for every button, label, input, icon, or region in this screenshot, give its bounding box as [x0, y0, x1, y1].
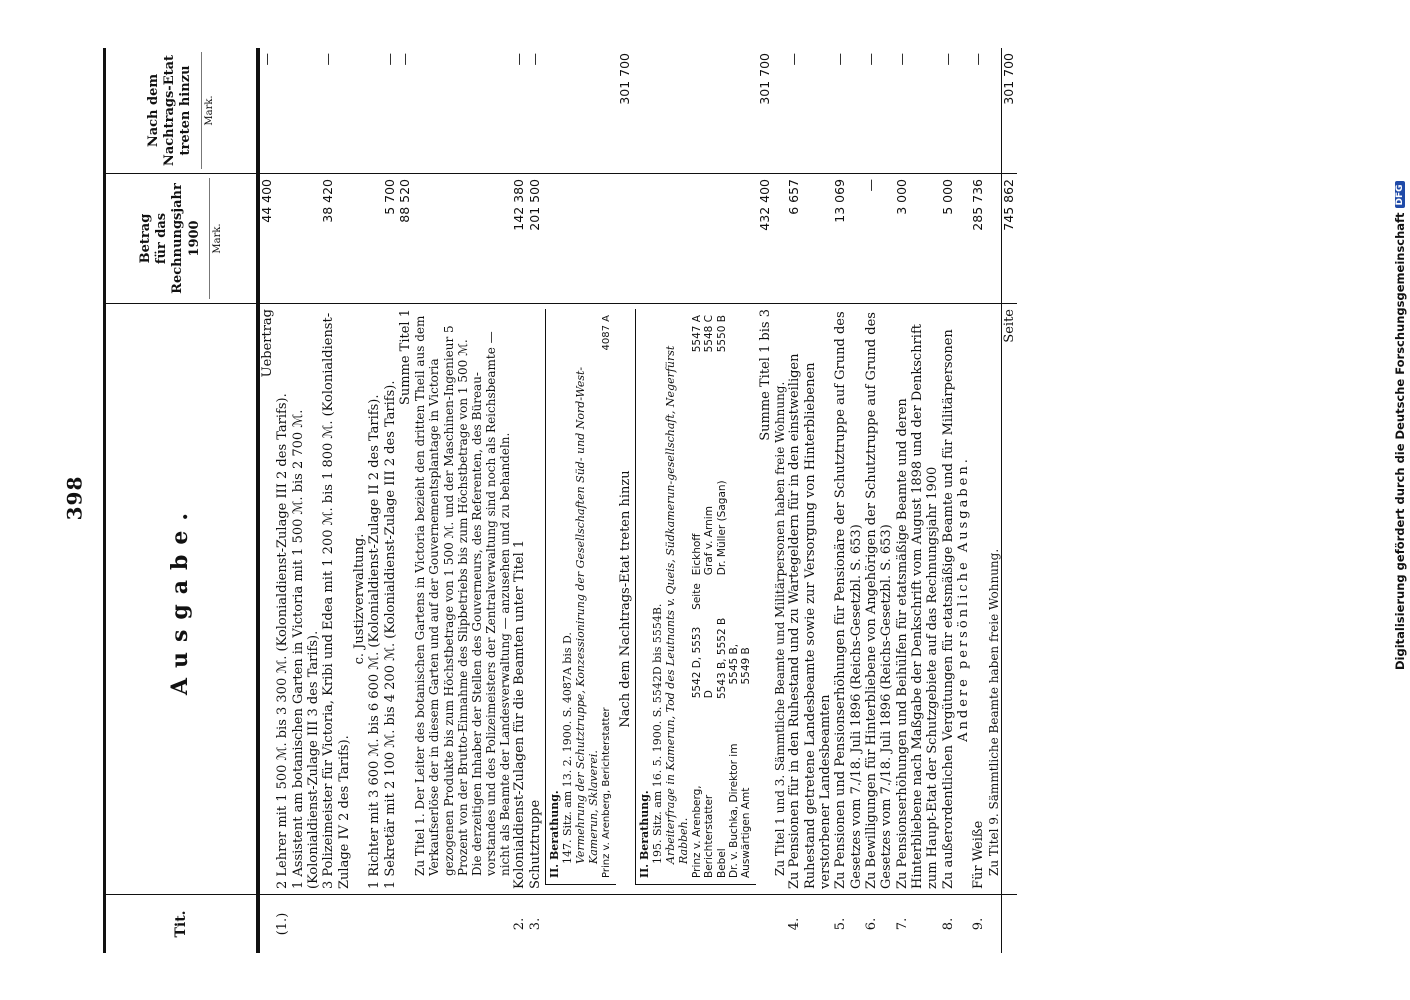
row-tit — [352, 895, 367, 953]
speaker-page: 5542 D, 5553 D — [690, 626, 716, 699]
ledger-row — [864, 48, 895, 953]
ledger-row — [260, 48, 275, 953]
nachtrag-amount — [618, 173, 633, 303]
speaker-entry — [703, 315, 715, 575]
header-amount — [106, 173, 258, 303]
box2-session: 195. Sitz. am 16. 5. 1900. S. 5542D bis 5554B. — [651, 603, 664, 864]
nachtrag-tit — [618, 895, 633, 953]
box1-session: 147. Sitz. am 13. 2. 1900. S. 4087A bis D. — [561, 632, 574, 864]
header-amount-unit: Mark. — [209, 178, 225, 299]
digitization-note — [1390, 184, 1410, 670]
row-supplement — [470, 48, 512, 173]
row-supplement — [773, 48, 787, 173]
speaker-entry — [691, 315, 703, 575]
row-amount: 142 380 — [512, 173, 527, 303]
row-text: Summe Titel 1 bis 3 — [758, 303, 773, 895]
row-supplement: — — [832, 53, 848, 66]
row-tit — [291, 895, 322, 953]
berathung-box-2 — [635, 309, 756, 885]
row-text: Andere persönliche Ausgaben. — [956, 303, 971, 895]
nachtrag-text: Nach dem Nachtrags-Etat treten hinzu — [618, 303, 633, 895]
speaker-page: 5547 A — [690, 315, 703, 353]
ledger-row — [470, 48, 512, 953]
ledger-rows-top — [260, 48, 543, 953]
row-tit: 4. — [787, 917, 803, 931]
digitization-note-text: Digitalisierung gefördert durch die Deutsche Forschungsgemeinschaft — [1393, 212, 1407, 670]
row-supplement — [291, 48, 322, 173]
nachtrag-supp: 301 700 — [616, 53, 632, 105]
row-tit — [773, 895, 787, 953]
row-text: Für Weiße — [971, 303, 986, 895]
speaker-name: Prinz v. Arenberg, Berichterstatter — [690, 785, 716, 878]
header-supp-unit: Mark. — [201, 52, 217, 169]
row-tit — [413, 895, 470, 953]
row-text: 1 Assistent am botanischen Garten in Victoria mit 1 500 ℳ. bis 2 700 ℳ. (Kolonialdienst-Zulage III 3 des Tarifs). — [291, 303, 322, 895]
header-amount-line3: Rechnungsjahr — [170, 183, 186, 294]
row-tit: (1.) — [275, 912, 291, 936]
row-text: 1 Sekretär mit 2 100 ℳ. bis 4 200 ℳ. (Kolonialdienst-Zulage III 2 des Tarifs). — [383, 303, 398, 895]
row-supplement: — — [259, 53, 274, 66]
row-tit — [758, 895, 773, 953]
row-amount — [987, 173, 1001, 303]
header-supp-line2: Nachtrags-Etat — [162, 54, 178, 167]
row-tit — [260, 895, 275, 953]
row-tit — [1002, 895, 1017, 953]
row-amount — [367, 173, 382, 303]
ledger-rows-bottom — [758, 48, 1017, 953]
row-text: Zu Pensionen und Pensionserhöhungen für Pensionäre der Schutztruppe auf Grund des Gesetzes vom 7./18. Juli 1896 (Reichs-Gesetzbl. S. 653) — [833, 303, 864, 895]
row-text: Zu Pensionserhöhungen und Beihülfen für etatsmäßige Beamte und deren Hinterbliebene nach Maßgabe der Denkschrift vom August 1898 und der Denkschrift zum Haupt-Etat der Schutzgebiete auf das Rechnungsjahr 1900 — [895, 303, 941, 895]
speaker-page: 5543 B, 5552 B — [715, 617, 728, 700]
speaker-entry — [716, 618, 728, 878]
row-supplement: — — [396, 53, 412, 66]
row-text: Zu Titel 9. Sämmtliche Beamte haben freie Wohnung. — [987, 303, 1001, 895]
row-amount — [956, 173, 971, 303]
row-supplement: — — [526, 53, 542, 66]
header-supp-line1: Nach dem — [145, 73, 161, 148]
row-tit: 8. — [940, 917, 956, 931]
header-title-cell — [106, 303, 258, 895]
box2-cell — [633, 303, 758, 895]
dfg-logo-icon: DFG — [1395, 181, 1405, 208]
ledger-row — [291, 48, 322, 953]
ledger-row — [321, 48, 352, 953]
row-supplement: — — [786, 53, 802, 66]
row-amount: 201 500 — [528, 173, 543, 303]
row-tit: 9. — [971, 917, 987, 931]
speaker-name: Bebel — [715, 848, 728, 878]
header-amount-line4: 1900 — [186, 220, 202, 257]
row-text: Zu Titel 1 und 3. Sämmtliche Beamte und Militärpersonen haben freie Wohnung. — [773, 303, 787, 895]
box2-right-speakers — [691, 315, 753, 575]
box1-supp — [543, 48, 618, 173]
ledger-row — [833, 48, 864, 953]
row-tit — [321, 895, 352, 953]
ledger-row — [956, 48, 971, 953]
row-tit — [398, 895, 413, 953]
row-supplement: — — [970, 53, 986, 66]
row-amount — [291, 173, 322, 303]
row-text: 1 Richter mit 3 600 ℳ. bis 6 600 ℳ. (Kolonialdienst-Zulage II 2 des Tarifs). — [367, 303, 382, 895]
box1-speaker-page: 4087 A — [600, 315, 612, 351]
ledger-row — [275, 48, 290, 953]
header-tit: Tit. — [106, 895, 258, 953]
row-supplement — [352, 48, 367, 173]
ledger-row — [758, 48, 773, 953]
row-amount — [352, 173, 367, 303]
row-text: Zu Bewilligungen für Hinterbliebene von Angehörigen der Schutztruppe auf Grund des Gesetzes vom 7./18. Juli 1896 (Reichs-Gesetzbl. S. 653) — [864, 303, 895, 895]
header-supp-line3: treten hinzu — [178, 65, 194, 156]
ledger-row — [895, 48, 941, 953]
ledger-rotated — [103, 48, 1303, 953]
speaker-entry — [728, 618, 753, 878]
row-tit — [470, 895, 512, 953]
berathung-box-1 — [545, 309, 616, 885]
row-tit — [367, 895, 382, 953]
box2-seite: Seite — [690, 583, 703, 610]
row-amount: 13 069 — [833, 173, 864, 303]
page-number: 398 — [62, 475, 87, 521]
speaker-name: Eickhoff — [690, 533, 703, 576]
row-tit — [987, 895, 1001, 953]
box1-heading: II. Berathung. — [548, 790, 562, 878]
row-text: Zu außerordentlichen Vergütungen für etatsmäßige Beamte und für Militärpersonen — [941, 303, 956, 895]
speaker-name: Dr. v. Buchka, Direktor im Auswärtigen Amt — [728, 743, 753, 878]
row-tit: 5. — [833, 917, 849, 931]
row-text: 3 Polizeimeister für Victoria, Kribi und Edea mit 1 200 ℳ. bis 1 800 ℳ. (Kolonialdienst-Zulage IV 2 des Tarifs). — [321, 303, 352, 895]
row-amount: 5 000 — [941, 173, 956, 303]
row-supplement: — — [893, 53, 909, 66]
ledger-row — [352, 48, 367, 953]
box1-topic: Vermehrung der Schutztruppe, Konzessionirung der Gesellschaften Süd- und Nord-West-Kamerun, Sklaverei. — [573, 366, 600, 864]
ledger-page — [103, 48, 1303, 953]
row-amount: 745 862 — [1002, 173, 1017, 303]
row-tit: 2. — [512, 917, 528, 931]
row-text: Schutztruppe — [528, 303, 543, 895]
row-supplement — [987, 48, 1001, 173]
box2-heading: II. Berathung. — [638, 790, 652, 878]
row-supplement: — — [862, 53, 878, 66]
row-supplement — [413, 48, 470, 173]
row-text: Uebertrag — [260, 303, 275, 895]
box1-speaker-row — [601, 315, 613, 878]
row-tit: 3. — [527, 917, 543, 931]
header-amount-line1: Betrag — [137, 213, 153, 264]
row-text: Die derzeitigen Inhaber der Stellen des Gouverneurs, des Referenten, des Büreau-vorstandes und des Polizeimeisters der Zentralverwaltung sind noch als Reichsbeamte — nicht als Beamte der Landesverwaltung — anzusehen und zu behandeln. — [470, 303, 512, 895]
box-berathung-2-row — [633, 48, 758, 953]
nachtrag-row — [618, 48, 633, 953]
row-amount: 88 520 — [398, 173, 413, 303]
row-supplement: 301 700 — [1000, 53, 1016, 105]
ledger-row — [1001, 48, 1017, 953]
speaker-entry — [691, 618, 716, 878]
box1-cell — [543, 303, 618, 895]
row-text: Kolonialdienst-Zulagen für die Beamten unter Titel 1 — [512, 303, 527, 895]
row-amount — [470, 173, 512, 303]
row-text: 2 Lehrer mit 1 500 ℳ. bis 3 300 ℳ. (Kolonialdienst-Zulage III 2 des Tarifs). — [275, 303, 290, 895]
row-text: Zu Titel 1. Der Leiter des botanischen Gartens in Victoria bezieht den dritten Theil aus dem Verkaufserlöse der in diesem Garten und auf der Gouvernementsplantage in Victoria gezogenen Produkte bis zum Höchstbetrage von 1 500 ℳ. und der Maschinen-Ingenieur 5 Prozent von der Brutto-Einnahme des Slipbetriebs bis zum Höchstbetrage von 1 500 ℳ. — [413, 303, 470, 895]
row-supplement: — — [939, 53, 955, 66]
row-supplement — [275, 48, 290, 173]
row-amount: 38 420 — [321, 173, 352, 303]
row-supplement — [367, 48, 382, 173]
row-amount: 44 400 — [260, 173, 275, 303]
row-text: c. Justizverwaltung. — [352, 303, 367, 895]
row-amount — [275, 173, 290, 303]
box2-left-speakers — [691, 618, 753, 878]
row-amount — [413, 173, 470, 303]
speaker-page: 5545 B, 5549 B — [728, 643, 753, 685]
row-amount — [773, 173, 787, 303]
speaker-page: 5550 B — [715, 315, 728, 353]
box1-amount — [543, 173, 618, 303]
header-amount-line2: für das — [154, 212, 169, 265]
speaker-page: 5548 C — [703, 315, 716, 353]
row-amount: 6 657 — [787, 173, 833, 303]
speaker-name: Dr. Müller (Sagan) — [715, 480, 728, 576]
row-amount: 5 700 — [383, 173, 398, 303]
row-supplement: — — [511, 53, 527, 66]
row-amount: 3 000 — [895, 173, 941, 303]
row-amount: — — [864, 173, 895, 303]
speaker-name: Graf v. Arnim — [703, 506, 716, 576]
ledger-row — [383, 48, 398, 953]
ledger-row — [773, 48, 787, 953]
ledger-row — [413, 48, 470, 953]
row-tit — [956, 895, 971, 953]
box2-supp — [633, 48, 758, 173]
speaker-entry — [716, 315, 728, 575]
box2-speakers — [691, 315, 753, 878]
box1-tit — [543, 895, 618, 953]
row-supplement: — — [320, 53, 336, 66]
box2-amount — [633, 173, 758, 303]
row-tit: 6. — [863, 917, 879, 931]
row-text: Zu Pensionen für in den Ruhestand und zu Wartegeldern für in den einstweiligen Ruhestand getretene Landesbeamte sowie zur Versorgung von Hinterbliebenen verstorbener Landesbeamten — [787, 303, 833, 895]
ledger-row — [367, 48, 382, 953]
row-supplement — [956, 48, 971, 173]
row-text: Seite — [1002, 303, 1017, 895]
row-amount: 285 736 — [971, 173, 986, 303]
header-title: Ausgabe. — [167, 502, 194, 696]
ledger-row — [512, 48, 527, 953]
row-supplement: 301 700 — [756, 53, 772, 105]
row-supplement: — — [381, 53, 397, 66]
ledger-row — [528, 48, 543, 953]
ledger-row — [398, 48, 413, 953]
box-berathung-1-row — [543, 48, 618, 953]
ledger-row — [787, 48, 833, 953]
box2-tit — [633, 895, 758, 953]
box2-topic: Arbeiterfrage in Kamerun, Tod des Leutnants v. Queis, Südkamerun-gesellschaft, Negerfürst Rabbeh. — [663, 345, 690, 864]
row-text: Summe Titel 1 — [398, 303, 413, 895]
header-supplement — [106, 48, 258, 173]
box1-speaker: Prinz v. Arenberg, Berichterstatter — [600, 707, 612, 878]
ledger-row — [971, 48, 986, 953]
ledger-header — [103, 48, 260, 953]
row-amount: 432 400 — [758, 173, 773, 303]
row-tit: 7. — [894, 917, 910, 931]
row-tit — [383, 895, 398, 953]
ledger-row — [987, 48, 1001, 953]
ledger-row — [941, 48, 956, 953]
